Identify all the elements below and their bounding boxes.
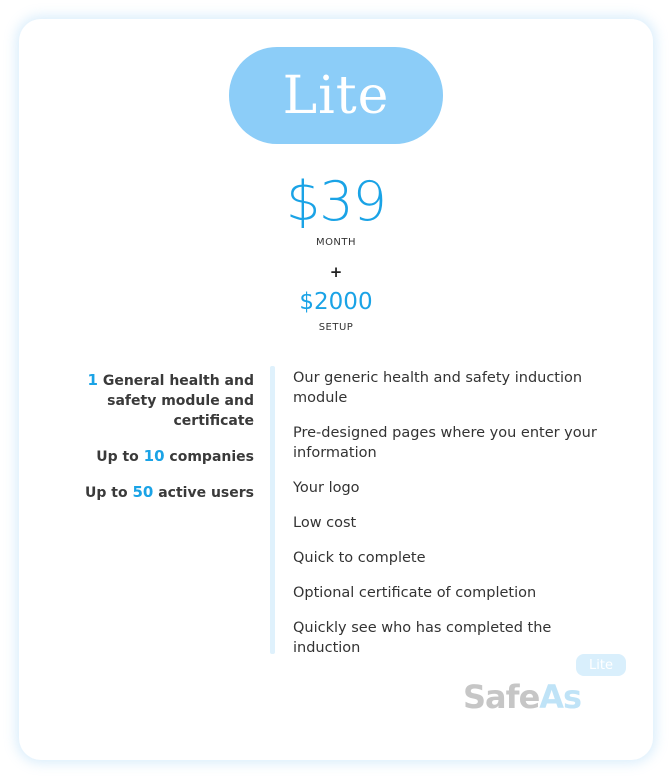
- highlight-modules: [79, 370, 254, 431]
- highlight-number: 1: [87, 371, 98, 389]
- highlight-text: General health and safety module and certificate: [97, 373, 254, 429]
- feature-item: Optional certificate of completion: [293, 585, 537, 601]
- highlight-users: [79, 482, 254, 503]
- feature-item: Pre-designed pages where you enter your information: [293, 425, 597, 461]
- feature-item: Your logo: [293, 480, 360, 496]
- highlight-suffix: companies: [164, 449, 254, 465]
- highlights-list: [79, 370, 254, 518]
- plan-badge: Lite: [576, 654, 626, 676]
- column-divider: [270, 366, 275, 654]
- feature-item: Our generic health and safety induction module: [293, 370, 583, 406]
- highlight-prefix: Up to: [85, 485, 133, 501]
- monthly-price: $39: [285, 170, 387, 233]
- plan-name-pill: [229, 47, 443, 144]
- highlight-suffix: active users: [153, 485, 254, 501]
- highlight-prefix: Up to: [96, 449, 144, 465]
- price-period: MONTH: [315, 237, 357, 248]
- features-list: [293, 368, 613, 673]
- feature-item: Quickly see who has completed the induction: [293, 620, 552, 656]
- setup-price: $2000: [299, 289, 373, 315]
- logo-as: As: [539, 678, 582, 716]
- plus-sign: +: [329, 263, 343, 281]
- highlight-companies: [79, 446, 254, 467]
- plan-name: Lite: [282, 65, 390, 126]
- highlight-number: 50: [132, 483, 154, 501]
- logo-safe: Safe: [463, 678, 540, 716]
- pricing-card: [19, 19, 653, 760]
- highlight-number: 10: [143, 447, 165, 465]
- setup-label: SETUP: [318, 322, 354, 333]
- feature-item: Low cost: [293, 515, 357, 531]
- safeas-logo: [463, 678, 582, 716]
- feature-item: Quick to complete: [293, 550, 426, 566]
